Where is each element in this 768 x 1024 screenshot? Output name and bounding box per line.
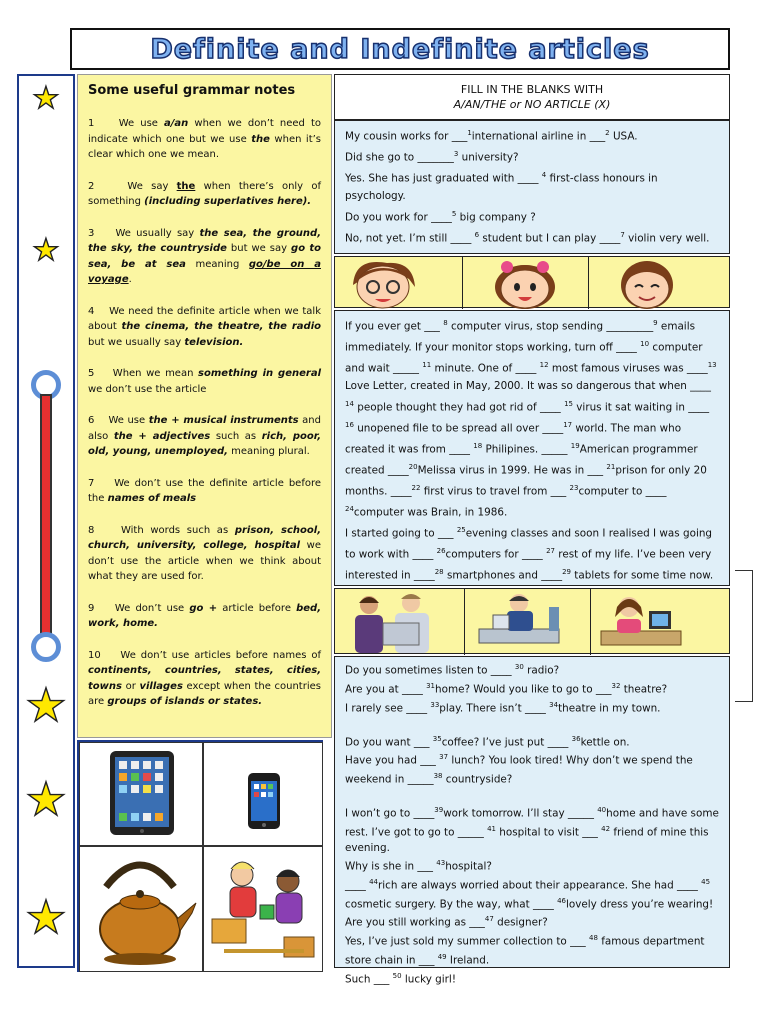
ring-icon bbox=[31, 632, 61, 662]
red-bar-decoration bbox=[40, 394, 52, 642]
girl-at-computer-image bbox=[591, 589, 731, 655]
exercise-line: Did she go to _______$^3$ university? bbox=[345, 150, 519, 164]
grammar-note: 9 We don’t use go + article before bed, work, home. bbox=[88, 602, 322, 629]
exercise-line: Have you had ___ $^{37}$ lunch? You look tired! Why don’t we spend the weekend in _____$^{38}$ countryside? bbox=[345, 753, 693, 786]
exercise-line: My cousin works for ___$^1$international airline in ___$^2$ USA. bbox=[345, 129, 638, 143]
exercise-heading-line1: FILL IN THE BLANKS WITH bbox=[460, 83, 604, 96]
title-box bbox=[70, 28, 730, 70]
note-number: 5 bbox=[88, 368, 95, 379]
exercise-block-1 bbox=[334, 120, 730, 254]
people-sharing-image bbox=[203, 846, 323, 972]
exercise-line: Yes. She has just graduated with ____ $^4$ first-class honours in psychology. bbox=[345, 171, 658, 203]
vocabulary-images bbox=[77, 740, 323, 972]
man-at-desk-image bbox=[465, 589, 591, 655]
exercise-line: Are you at ____ $^{31}$home? Would you like to go to ___$^{32}$ theatre? bbox=[345, 681, 668, 696]
notes-list bbox=[88, 116, 321, 710]
child-face-2 bbox=[463, 257, 589, 309]
child-face-1 bbox=[335, 257, 463, 309]
exercise-line: Do you work for ____$^5$ big company ? bbox=[345, 209, 536, 224]
grammar-note: 1 We use a/an when we don’t need to indicate which one but we use the when it’s clear which one we mean. bbox=[88, 118, 322, 160]
star-icon: ★ bbox=[32, 81, 60, 116]
exercise-line: Do you sometimes listen to ____ $^{30}$ radio? bbox=[345, 663, 560, 677]
exercise-block-2 bbox=[334, 310, 730, 586]
grammar-note: 10 We don’t use articles before names of continents, countries, states, cities, towns or villages except when the countries are groups of islands or states. bbox=[88, 649, 321, 707]
page-title: Definite and Indefinite articles bbox=[150, 33, 650, 65]
star-icon: ★ bbox=[25, 678, 67, 732]
exercise-2-paragraph-1: If you ever get ___ $^8$ computer virus, stop sending _________$^9$ emails immediately. If your monitor stops working, turn off ____ $^{10}$ computer and wait _____ $^{11}$ minute. One of ____ $^{12}$ most famous viruses was ____$^{13}$ Love Letter, created in May, 2000. It was so dangerous that when ____ $^{14}$ people thought they had got rid of ____ $^{15}$ virus it sat waiting in ____ $^{16}$ unopened file to be spread all over ____$^{17}$ world. The man who created it was from ____ $^{18}$ Philipines. _____ $^{19}$American programmer created ____$^{20}$Melissa virus in 1999. He was in ___ $^{21}$prison for only 20 months. ____$^{22}$ first virus to travel from ___ $^{23}$computer to ____ $^{24}$computer was Brain, in 1986. bbox=[345, 319, 717, 519]
note-number: 10 bbox=[88, 649, 101, 661]
exercise-line: No, not yet. I’m still ____ $^6$ student but I can play ____$^7$ violin very well. bbox=[345, 230, 710, 245]
exercise-block-3 bbox=[334, 656, 730, 986]
exercise-heading-line2: A/AN/THE or NO ARTICLE (X) bbox=[453, 98, 611, 111]
grammar-note: 7 We don’t use the definite article before the names of meals bbox=[88, 477, 321, 504]
exercise-1-text bbox=[345, 125, 719, 248]
grammar-note: 3 We usually say the sea, the ground, the sky, the countryside but we say go to sea, be at sea meaning go/be on a voyage. bbox=[88, 227, 322, 285]
children-faces-strip bbox=[334, 256, 730, 308]
grammar-note: 8 With words such as prison, school, church, university, college, hospital we don’t use the article when we think about what they are used for. bbox=[88, 524, 321, 582]
child-face-3 bbox=[589, 257, 731, 309]
exercise-3-text bbox=[345, 660, 719, 987]
exercise-line: ____ $^{44}$rich are always worried about their appearance. She had ____ $^{45}$ cosmetic surgery. By the way, what ____ $^{46}$lovely dress you’re wearing! Are you still working as ___$^{47}$ designer? bbox=[345, 877, 714, 929]
exercise-line: Do you want ___ $^{35}$coffee? I’ve just put ____ $^{36}$kettle on. bbox=[345, 734, 630, 749]
grammar-note: 4 We need the definite article when we talk about the cinema, the theatre, the radio but we usually say television. bbox=[88, 305, 321, 348]
grammar-note: 5 When we mean something in general we don’t use the article bbox=[88, 368, 321, 395]
note-number: 7 bbox=[88, 477, 95, 489]
decorative-border-strip bbox=[17, 74, 75, 968]
note-number: 9 bbox=[88, 602, 95, 614]
colleagues-laptop-image bbox=[335, 589, 465, 655]
exercise-line: I won’t go to ____$^{39}$work tomorrow. I’ll stay _____ $^{40}$home and have some rest. I’ve got to go to _____ $^{41}$ hospital to visit ___ $^{42}$ friend of mine this evening. bbox=[345, 806, 719, 854]
exercise-header bbox=[334, 74, 730, 120]
note-number: 6 bbox=[88, 415, 95, 426]
star-icon: ★ bbox=[32, 233, 60, 268]
grammar-note: 2 We say the when there’s only of something (including superlatives here). bbox=[88, 180, 321, 207]
tablet-image bbox=[79, 742, 203, 846]
star-icon: ★ bbox=[25, 890, 67, 944]
exercise-line: Why is she in ___ $^{43}$hospital? bbox=[345, 859, 492, 873]
note-number: 1 bbox=[88, 118, 95, 129]
note-number: 8 bbox=[88, 524, 95, 536]
exercise-2-paragraph-2: I started going to ___ $^{25}$evening classes and soon I realised I was going to work with ____ $^{26}$computers for ____ $^{27}$ rest of my life. I’ve been very interested in ____$^{28}$ smartphones and ____$^{29}$ tablets for some time now. bbox=[345, 526, 714, 582]
grammar-note: 6 We use the + musical instruments and also the + adjectives such as rich, poor, old, young, unemployed, meaning plural. bbox=[88, 415, 321, 457]
note-number: 3 bbox=[88, 227, 95, 239]
exercise-line: I rarely see ____ $^{33}$play. There isn’t ____ $^{34}$theatre in my town. bbox=[345, 700, 661, 714]
note-number: 2 bbox=[88, 180, 95, 192]
exercise-line: Such ___ $^{50}$ lucky girl! bbox=[345, 971, 456, 986]
exercise-line bbox=[345, 788, 719, 803]
note-number: 4 bbox=[88, 305, 95, 317]
smartphone-image bbox=[203, 742, 323, 846]
kettle-image bbox=[79, 846, 203, 972]
star-icon: ★ bbox=[25, 772, 67, 826]
office-pictures-strip bbox=[334, 588, 730, 654]
exercise-line bbox=[345, 716, 719, 731]
grammar-notes-panel bbox=[77, 74, 332, 738]
exercise-line: Yes, I’ve just sold my summer collection to ___ $^{48}$ famous department store chain in ___ $^{49}$ Ireland. bbox=[345, 934, 705, 967]
side-bracket-decoration bbox=[735, 570, 753, 702]
notes-heading: Some useful grammar notes bbox=[88, 83, 296, 98]
